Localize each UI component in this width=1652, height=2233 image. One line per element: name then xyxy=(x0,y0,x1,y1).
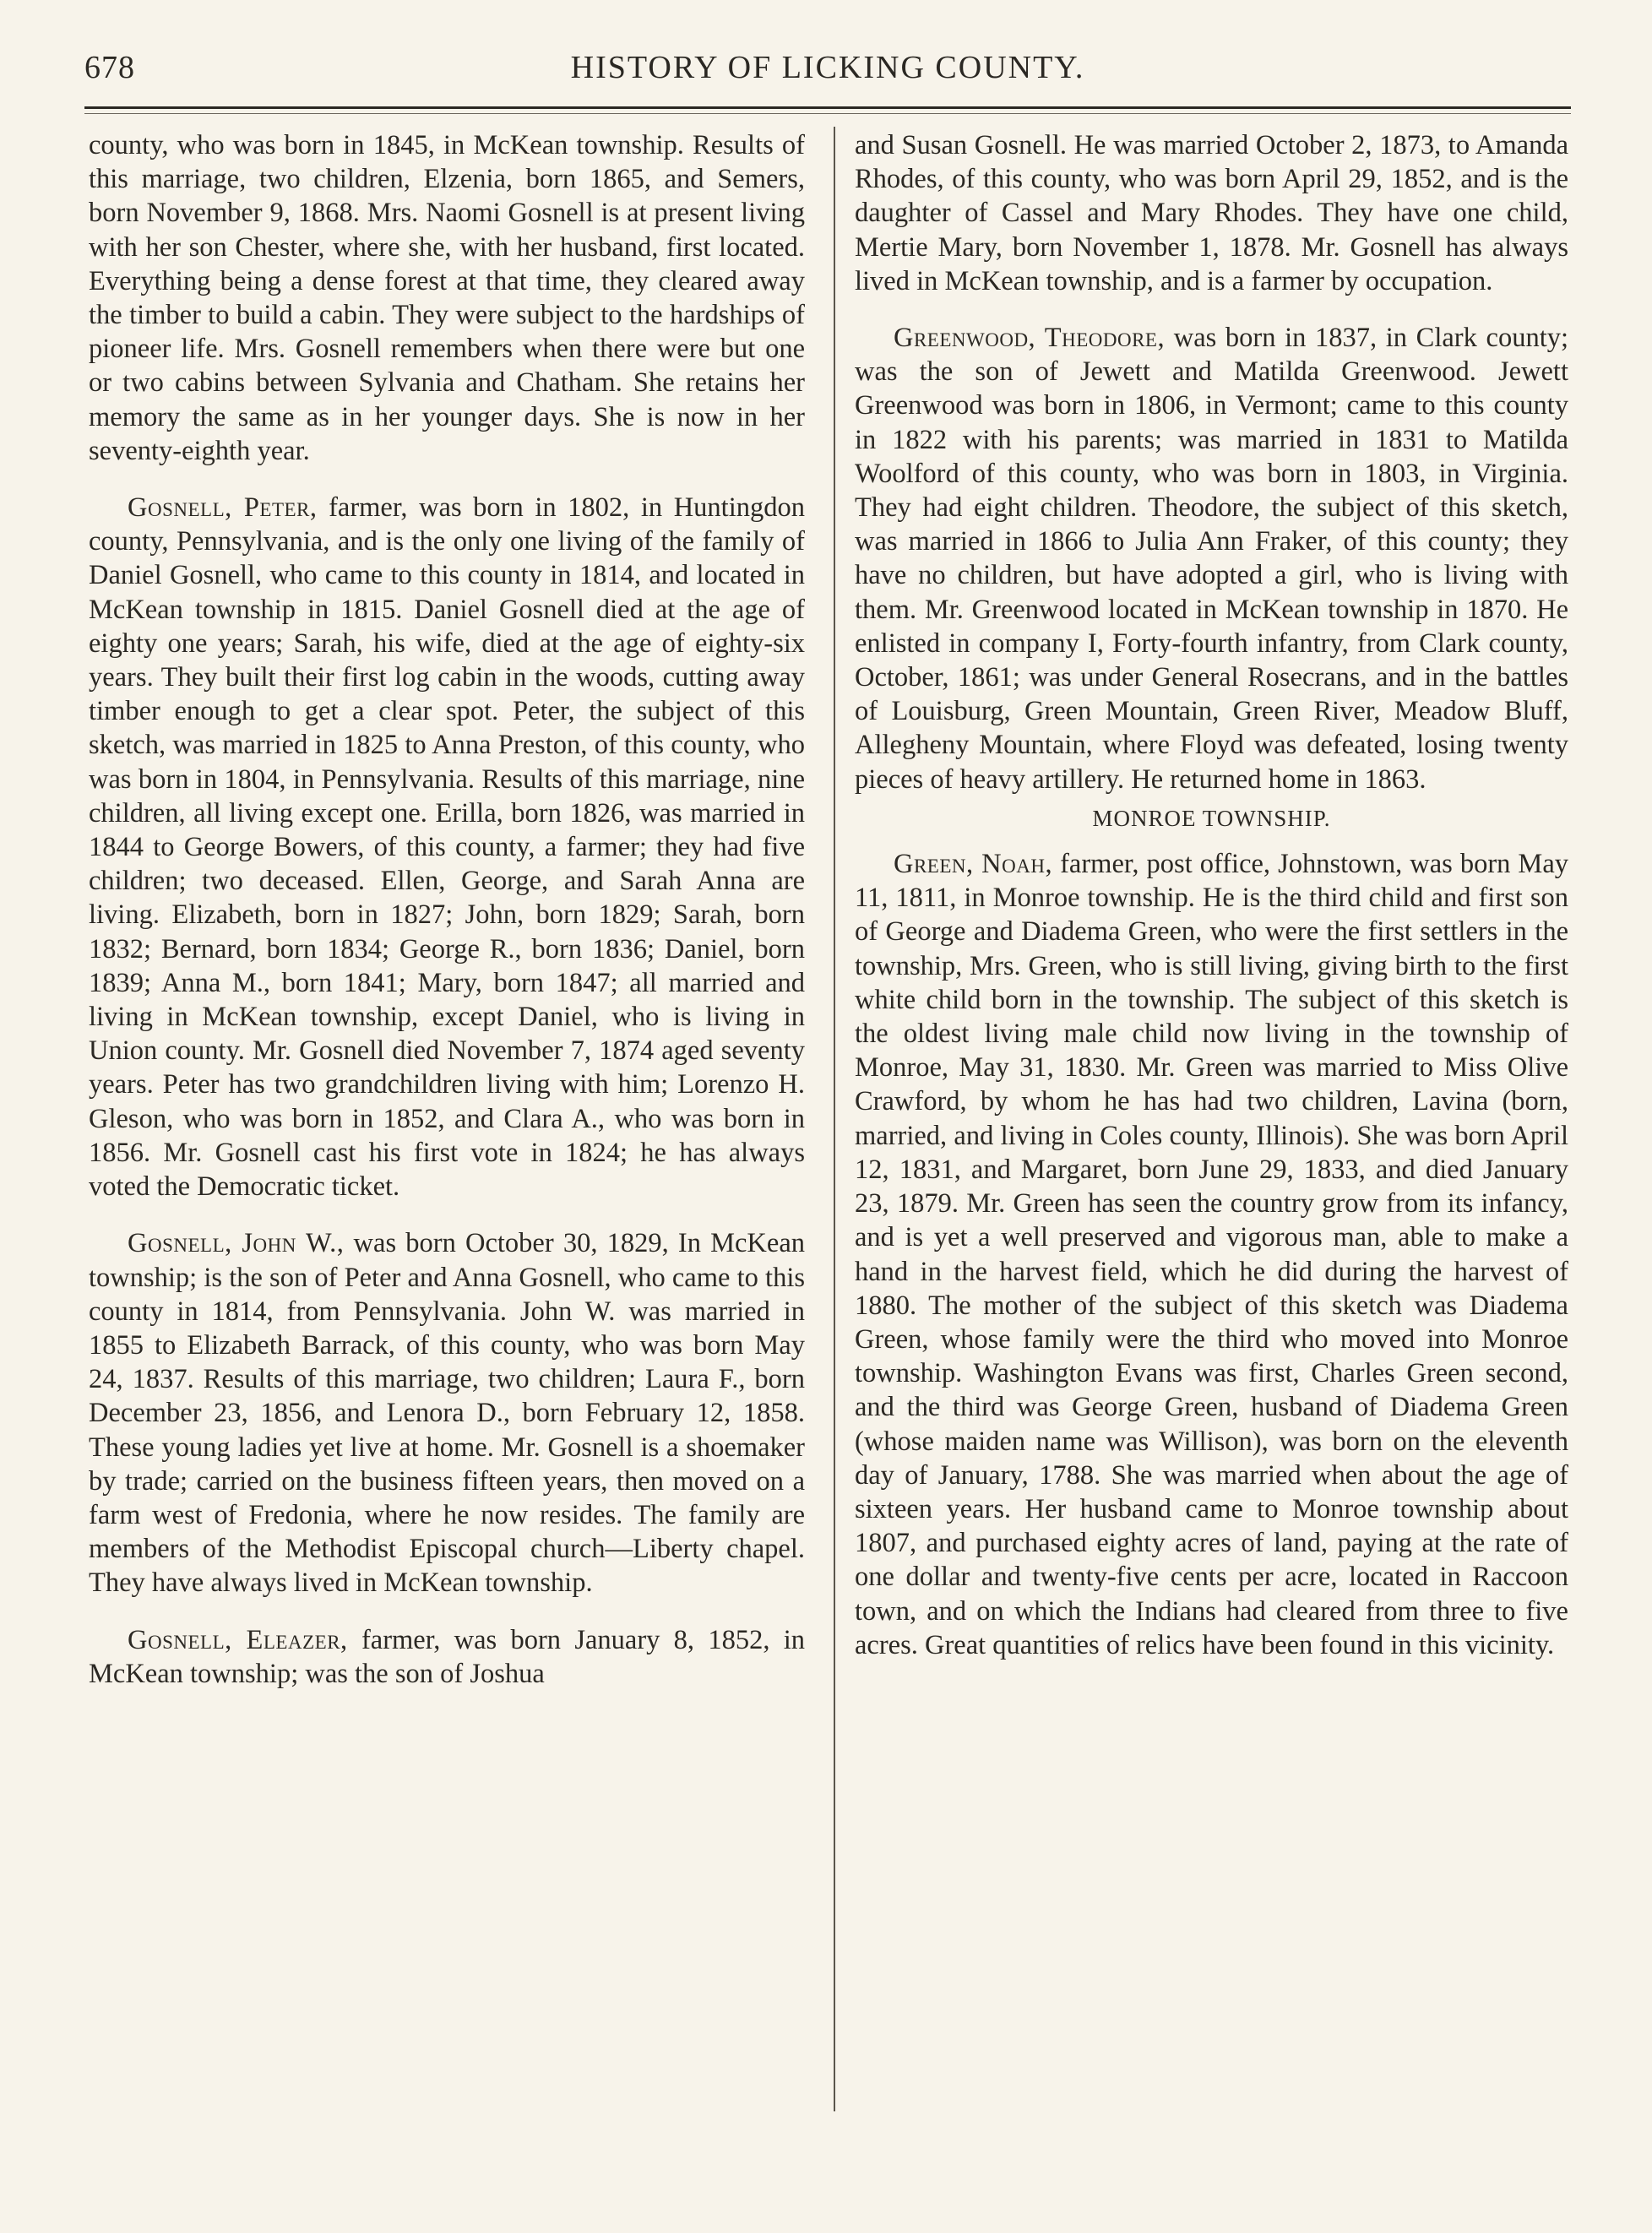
entry-text: was born October 30, 1829, In McKean township; is the son of Peter and Anna Gosnell, who came to this county in 1814, from Pennsylvania. John W. was married in 1855 to Elizabeth Barrack, of this county, who was born May 24, 1837. Results of this marriage, two children; Laura F., born December 23, 1856, and Lenora D., born February 12, 1858. These young ladies yet live at home. Mr. Gosnell is a shoemaker by trade; carried on the business fifteen years, then moved on a farm west of Fredonia, where he now resides. The family are members of the Methodist Episcopal church—Liberty chapel. They have always lived in McKean township. xyxy=(89,1228,805,1599)
entry-text: farmer, post office, Johnstown, was born May 11, 1811, in Monroe township. He is the third child and first son of George and Diadema Green, who were the first settlers in the township, Mrs. Green, who is still living, giving birth to the first white child born in the township. The subject of this sketch is the oldest living male child now living in the township of Monroe, May 31, 1830. Mr. Green was married to Miss Olive Crawford, by whom he has had two children, Lavina (born, married, and living in Coles county, Illinois). She was born April 12, 1831, and Margaret, born June 29, 1833, and died January 23, 1879. Mr. Green has seen the country grow from its infancy, and is yet a well preserved and vigorous man, able to make a hand in the harvest field, which he did during the harvest of 1880. The mother of the subject of this sketch was Diadema Green, whose family were the third who moved into Monroe township. Washington Evans was first, Charles Green second, and the third was George Green, husband of Diadema Green (whose maiden name was Willison), was born on the eleventh day of January, 1788. She was married when about the age of sixteen years. Her husband came to Monroe township about 1807, and purchased eighty acres of land, paying at the rate of one dollar and twenty-five cents per acre, located in Raccoon town, and on which the Indians had cleared from three to five acres. Great quantities of relics have been found in this vicinity. xyxy=(855,849,1568,1660)
continued-paragraph: county, who was born in 1845, in McKean township. Results of this marriage, two children, Elzenia, born 1865, and Semers, born November 9, 1868. Mrs. Naomi Gosnell is at present living with her son Chester, where she, with her husband, first located. Everything being a dense forest at that time, they cleared away the timber to build a cabin. They were subject to the hardships of pioneer life. Mrs. Gosnell remembers when there were but one or two cabins between Sylvania and Chatham. She retains her memory the same as in her younger days. She is now in her seventy-eighth year. xyxy=(89,130,805,466)
entry-text: farmer, was born January 8, 1852, in McKean township; was the son of Joshua xyxy=(89,1624,806,1689)
right-column xyxy=(855,128,1568,1662)
biography-entry-gosnell-eleazer xyxy=(89,1623,805,1691)
entry-name: Gosnell, Eleazer, xyxy=(128,1624,348,1655)
entry-text: farmer, was born in 1802, in Huntingdon county, Pennsylvania, and is the only one living of the family of Daniel Gosnell, who came to this county in 1814, and located in McKean township in 1815. Daniel Gosnell died at the age of eighty one years; Sarah, his wife, died at the age of eighty-six years. They built their first log cabin in the woods, cutting away timber enough to get a clear spot. Peter, the subject of this sketch, was married in 1825 to Anna Preston, of this county, who was born in 1804, in Pennsylvania. Results of this marriage, nine children, all living except one. Erilla, born 1826, was married in 1844 to George Bowers, of this county, a farmer; they had five children; two deceased. Ellen, George, and Sarah Anna are living. Elizabeth, born in 1827; John, born 1829; Sarah, born 1832; Bernard, born 1834; George R., born 1836; Daniel, born 1839; Anna M., born 1841; Mary, born 1847; all married and living in McKean township, except Daniel, who is living in Union county. Mr. Gosnell died November 7, 1874 aged seventy years. Peter has two grandchildren living with him; Lorenzo H. Gleson, who was born in 1852, and Clara A., who was born in 1856. Mr. Gosnell cast his first vote in 1824; he has always voted the Democratic ticket. xyxy=(89,492,805,1203)
entry-name: Green, Noah, xyxy=(894,849,1053,880)
running-title: HISTORY OF LICKING COUNTY. xyxy=(570,50,1085,85)
section-heading: MONROE TOWNSHIP. xyxy=(1092,805,1331,831)
continued-paragraph: and Susan Gosnell. He was married October 2, 1873, to Amanda Rhodes, of this county, who was born April 29, 1852, and is the daughter of Cassel and Mary Rhodes. They have one child, Mertie Mary, born November 1, 1878. Mr. Gosnell has always lived in McKean township, and is a farmer by occupation. xyxy=(855,130,1568,296)
entry-name: Greenwood, Theodore, xyxy=(894,323,1166,354)
entry-name: Gosnell, Peter, xyxy=(128,492,318,524)
page-header xyxy=(84,49,1571,100)
entry-name: Gosnell, John W., xyxy=(128,1228,345,1259)
header-rule xyxy=(84,106,1571,109)
biography-entry-green-noah xyxy=(855,847,1568,1662)
biography-entry-gosnell-peter xyxy=(89,491,805,1203)
entry-text: was born in 1837, in Clark county; was the son of Jewett and Matilda Greenwood. Jewett Greenwood was born in 1806, in Vermont; came to this county in 1822 with his parents; was married in 1831 to Matilda Woolford of this county, who was born in 1803, in Virginia. They had eight children. Theodore, the subject of this sketch, was married in 1866 to Julia Ann Fraker, of this county; they have no children, but have adopted a girl, who is living with them. Mr. Greenwood located in McKean township in 1870. He enlisted in company I, Forty-fourth infantry, from Clark county, October, 1861; was under General Rosecrans, and in the battles of Louisburg, Green Mountain, Green River, Meadow Bluff, Allegheny Mountain, where Floyd was defeated, losing twenty pieces of heavy artillery. He returned home in 1863. xyxy=(855,323,1568,795)
page-number: 678 xyxy=(84,50,135,85)
column-divider xyxy=(834,127,835,2111)
biography-entry-greenwood-theodore xyxy=(855,321,1568,796)
header-rule-thin xyxy=(84,113,1571,114)
left-column xyxy=(89,128,805,1691)
biography-entry-gosnell-john-w xyxy=(89,1226,805,1600)
